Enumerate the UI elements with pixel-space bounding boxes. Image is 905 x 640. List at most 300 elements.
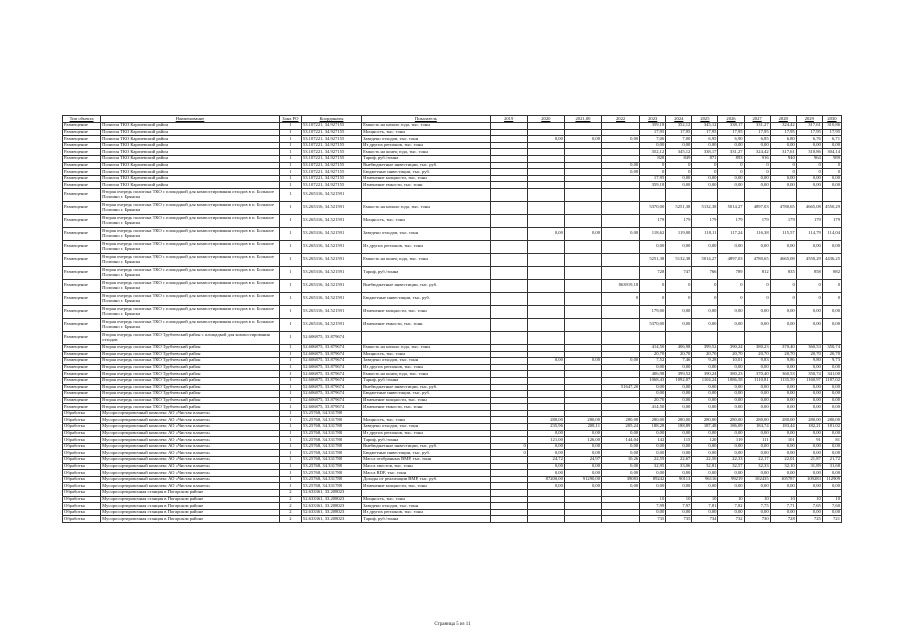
table-cell: Мусоросортировочный комплекс АО «Чистая планета» bbox=[101, 443, 280, 450]
table-row bbox=[63, 410, 842, 417]
table-cell bbox=[602, 503, 640, 510]
table-cell bbox=[666, 490, 692, 497]
table-cell bbox=[362, 410, 490, 417]
table-cell: 0 bbox=[770, 279, 796, 292]
table-cell bbox=[490, 371, 527, 378]
table-cell: 179 bbox=[770, 214, 796, 227]
document-sheet bbox=[62, 115, 842, 523]
table-cell bbox=[490, 175, 527, 182]
table-cell: Вторая очередь полигона ТКО Трубчевский район bbox=[101, 384, 280, 391]
table-cell bbox=[770, 331, 796, 344]
table-cell: 882 bbox=[822, 266, 841, 279]
table-cell: 7,00 bbox=[666, 136, 692, 143]
table-cell: 17,95 bbox=[822, 129, 841, 136]
table-cell: Бюджетные инвестиции, тыс. руб. bbox=[362, 391, 490, 398]
table-cell bbox=[490, 404, 527, 411]
table-cell: 406,98 bbox=[640, 371, 666, 378]
table-cell: 5370,00 bbox=[640, 318, 666, 331]
table-cell: 53.25768, 34.331788 bbox=[301, 457, 361, 464]
table-cell: 0,00 bbox=[822, 305, 841, 318]
table-cell: 317,61 bbox=[796, 123, 822, 130]
table-cell: 1 bbox=[279, 240, 301, 253]
table-cell bbox=[602, 266, 640, 279]
table-cell bbox=[602, 149, 640, 156]
table-cell: 52.633361, 33.208023 bbox=[301, 516, 361, 523]
table-cell bbox=[718, 188, 744, 201]
table-cell bbox=[602, 496, 640, 503]
column-header: 2026 bbox=[718, 116, 744, 123]
table-cell bbox=[490, 169, 527, 176]
table-row bbox=[63, 424, 842, 431]
table-cell: Полигон ТКО Карачевский район bbox=[101, 162, 280, 169]
table-cell: 20,70 bbox=[744, 351, 770, 358]
table-cell: 350,74 bbox=[796, 371, 822, 378]
table-cell: 1 bbox=[279, 253, 301, 266]
table-row bbox=[63, 129, 842, 136]
table-cell bbox=[490, 162, 527, 169]
table-cell: Размещение bbox=[63, 292, 101, 305]
table-cell bbox=[744, 188, 770, 201]
table-cell: 0,00 bbox=[602, 470, 640, 477]
table-cell bbox=[527, 201, 564, 214]
table-cell: 7,46 bbox=[666, 358, 692, 365]
table-cell: 0,00 bbox=[770, 175, 796, 182]
table-cell: 179 bbox=[744, 214, 770, 227]
table-cell: 188,89 bbox=[666, 424, 692, 431]
table-cell: 324,42 bbox=[744, 149, 770, 156]
table-row bbox=[63, 358, 842, 365]
table-cell: 10 bbox=[796, 496, 822, 503]
table-cell bbox=[527, 516, 564, 523]
table-cell: 105787 bbox=[770, 476, 796, 483]
table-cell: 114,79 bbox=[796, 227, 822, 240]
table-row bbox=[63, 483, 842, 490]
table-cell: 0,00 bbox=[770, 142, 796, 149]
table-cell: 120 bbox=[692, 437, 718, 444]
table-cell bbox=[564, 490, 601, 497]
table-cell: Размещение bbox=[63, 344, 101, 351]
table-cell: 310,86 bbox=[822, 123, 841, 130]
table-cell: 0,00 bbox=[602, 463, 640, 470]
table-row bbox=[63, 430, 842, 437]
table-row bbox=[63, 155, 842, 162]
table-row bbox=[63, 391, 842, 398]
table-cell: 1 bbox=[279, 358, 301, 365]
table-cell: 317,61 bbox=[770, 149, 796, 156]
table-cell: 52.606875, 33.879674 bbox=[301, 384, 361, 391]
table-cell bbox=[490, 457, 527, 464]
table-cell: 0,00 bbox=[718, 182, 744, 189]
table-cell: 21,87 bbox=[796, 457, 822, 464]
table-cell bbox=[527, 214, 564, 227]
table-cell: 1 bbox=[279, 182, 301, 189]
table-row bbox=[63, 201, 842, 214]
table-cell: 1110,81 bbox=[744, 377, 770, 384]
table-cell: Размещение bbox=[63, 318, 101, 331]
table-cell: 0,00 bbox=[796, 404, 822, 411]
table-cell bbox=[602, 155, 640, 162]
table-cell: 1 bbox=[279, 470, 301, 477]
table-cell: Изменение емкости, тыс. тонн bbox=[362, 182, 490, 189]
column-header: 2029 bbox=[796, 116, 822, 123]
table-row bbox=[63, 377, 842, 384]
table-cell: 20,70 bbox=[640, 397, 666, 404]
table-cell: 1 bbox=[279, 279, 301, 292]
table-cell bbox=[527, 240, 564, 253]
table-cell bbox=[770, 410, 796, 417]
table-cell: 32,81 bbox=[692, 463, 718, 470]
table-cell bbox=[564, 201, 601, 214]
table-cell: 52.606875, 33.879674 bbox=[301, 358, 361, 365]
table-cell: 0 bbox=[666, 162, 692, 169]
table-cell: 324,42 bbox=[770, 123, 796, 130]
table-cell: Мусоросортировочный комплекс АО «Чистая планета» bbox=[101, 430, 280, 437]
table-cell: 734 bbox=[692, 516, 718, 523]
table-cell: Вторая очередь полигона ТКО Трубчевский район bbox=[101, 391, 280, 398]
table-cell bbox=[602, 188, 640, 201]
table-cell bbox=[602, 490, 640, 497]
table-cell bbox=[490, 201, 527, 214]
table-cell: 0,00 bbox=[796, 142, 822, 149]
table-cell: 205,24 bbox=[602, 424, 640, 431]
table-cell: Размещение bbox=[63, 331, 101, 344]
table-cell: 183,44 bbox=[770, 424, 796, 431]
table-cell: 0,00 bbox=[602, 227, 640, 240]
table-cell: 0 bbox=[602, 292, 640, 305]
table-cell bbox=[564, 214, 601, 227]
table-cell: Заведено отходов, тыс. тонн bbox=[362, 227, 490, 240]
table-cell: 0,00 bbox=[527, 450, 564, 457]
table-cell bbox=[527, 162, 564, 169]
table-cell: 1 bbox=[279, 155, 301, 162]
table-cell: Размещение bbox=[63, 201, 101, 214]
table-cell: 0,00 bbox=[718, 483, 744, 490]
table-cell: 352,12 bbox=[666, 123, 692, 130]
table-cell: 0,00 bbox=[822, 443, 841, 450]
table-cell: Мусоросортировочный комплекс АО «Чистая планета» bbox=[101, 410, 280, 417]
table-cell: 53.25768, 34.331788 bbox=[301, 424, 361, 431]
table-cell: 0,00 bbox=[602, 136, 640, 143]
table-cell: 9,83 bbox=[744, 358, 770, 365]
table-cell: 0,00 bbox=[718, 364, 744, 371]
table-cell: 0,00 bbox=[564, 443, 601, 450]
table-cell: Изменение мощности, тыс. тонн bbox=[362, 305, 490, 318]
table-cell: 0,00 bbox=[602, 450, 640, 457]
table-cell: 2 bbox=[279, 503, 301, 510]
table-cell: 186,09 bbox=[718, 424, 744, 431]
table-cell: 24,97 bbox=[564, 457, 601, 464]
table-cell: 721 bbox=[822, 516, 841, 523]
table-row bbox=[63, 364, 842, 371]
table-cell: 52.606875, 33.879674 bbox=[301, 351, 361, 358]
table-cell: Обработка bbox=[63, 470, 101, 477]
table-row bbox=[63, 318, 842, 331]
table-row bbox=[63, 490, 842, 497]
header-row bbox=[63, 116, 842, 123]
table-cell: 0,00 bbox=[744, 397, 770, 404]
table-cell: 0,00 bbox=[744, 391, 770, 398]
table-cell: Изменение мощности, тыс. тонн bbox=[362, 175, 490, 182]
table-cell: 0 bbox=[692, 279, 718, 292]
table-cell: Вторая очередь полигона ТКО с площадкой для компостирования отходов в п. Большое Полпино г. Брянска bbox=[101, 214, 280, 227]
table-cell: 17,95 bbox=[796, 129, 822, 136]
table-row bbox=[63, 331, 842, 344]
table-cell bbox=[602, 410, 640, 417]
table-cell: Размещение bbox=[63, 175, 101, 182]
table-cell: 32,95 bbox=[640, 463, 666, 470]
table-cell bbox=[490, 227, 527, 240]
table-cell: 0,00 bbox=[692, 404, 718, 411]
table-cell: 20,70 bbox=[692, 351, 718, 358]
table-cell: Бюджетные инвестиции, тыс. руб. bbox=[362, 450, 490, 457]
table-cell bbox=[527, 503, 564, 510]
table-cell bbox=[564, 503, 601, 510]
table-cell bbox=[602, 182, 640, 189]
table-cell: 53.25768, 34.331788 bbox=[301, 463, 361, 470]
table-cell: 0,00 bbox=[666, 182, 692, 189]
table-cell: 0,00 bbox=[527, 136, 564, 143]
table-cell: 989 bbox=[822, 155, 841, 162]
table-cell: 115 bbox=[666, 437, 692, 444]
table-cell bbox=[490, 516, 527, 523]
table-cell: 51647,20 bbox=[602, 384, 640, 391]
table-cell: 6,80 bbox=[770, 136, 796, 143]
table-row bbox=[63, 450, 842, 457]
table-cell: 916 bbox=[744, 155, 770, 162]
table-cell bbox=[490, 437, 527, 444]
column-header: 2030 bbox=[822, 116, 841, 123]
table-cell bbox=[564, 253, 601, 266]
table-cell bbox=[527, 129, 564, 136]
table-cell: 0,00 bbox=[744, 443, 770, 450]
table-cell: Размещение bbox=[63, 227, 101, 240]
data-table bbox=[62, 115, 842, 523]
table-row bbox=[63, 227, 842, 240]
table-cell: 0 bbox=[822, 169, 841, 176]
table-cell: 53.25768, 34.331788 bbox=[301, 417, 361, 424]
table-row bbox=[63, 253, 842, 266]
table-cell: 179 bbox=[640, 214, 666, 227]
table-cell: 1 bbox=[279, 450, 301, 457]
table-cell: 0 bbox=[640, 162, 666, 169]
table-cell: 0,00 bbox=[666, 443, 692, 450]
table-cell: 1 bbox=[279, 364, 301, 371]
table-cell: Обработка bbox=[63, 483, 101, 490]
table-cell: 0,00 bbox=[770, 443, 796, 450]
table-cell: 0,00 bbox=[666, 240, 692, 253]
table-cell: 0,00 bbox=[692, 397, 718, 404]
table-cell: Размещение bbox=[63, 136, 101, 143]
table-cell bbox=[362, 331, 490, 344]
table-cell: 0,00 bbox=[666, 142, 692, 149]
table-cell bbox=[527, 404, 564, 411]
table-cell: Размещение bbox=[63, 371, 101, 378]
table-cell bbox=[564, 279, 601, 292]
table-cell bbox=[527, 279, 564, 292]
table-row bbox=[63, 397, 842, 404]
table-cell: 32,10 bbox=[770, 463, 796, 470]
table-cell: 53.265316, 34.521591 bbox=[301, 305, 361, 318]
table-cell: 0,00 bbox=[602, 169, 640, 176]
table-cell bbox=[490, 182, 527, 189]
table-cell: Заведено отходов, тыс. тонн bbox=[362, 503, 490, 510]
table-cell: 1187,02 bbox=[822, 377, 841, 384]
table-cell: 0,00 bbox=[564, 470, 601, 477]
table-cell: 4897,03 bbox=[744, 201, 770, 214]
table-cell: 109283 bbox=[796, 476, 822, 483]
table-cell bbox=[602, 129, 640, 136]
table-cell: 53.107221, 34.927155 bbox=[301, 149, 361, 156]
column-header: Наименование bbox=[101, 116, 280, 123]
table-cell: 0,00 bbox=[666, 391, 692, 398]
table-cell: 9,80 bbox=[796, 358, 822, 365]
table-cell: Вторая очередь полигона ТКО с площадкой для компостирования отходов в п. Большое Полпино г. Брянска bbox=[101, 279, 280, 292]
table-cell bbox=[602, 344, 640, 351]
table-cell: 10 bbox=[744, 496, 770, 503]
table-cell: 0,00 bbox=[770, 397, 796, 404]
table-cell: 1 bbox=[279, 214, 301, 227]
table-cell: 52.633361, 33.208023 bbox=[301, 503, 361, 510]
table-cell: 0,00 bbox=[796, 305, 822, 318]
table-cell: 7,82 bbox=[718, 503, 744, 510]
table-cell: 835 bbox=[770, 266, 796, 279]
table-row bbox=[63, 463, 842, 470]
table-cell: Масса RDF, тыс. тонн bbox=[362, 470, 490, 477]
table-cell: 89242 bbox=[640, 476, 666, 483]
table-cell: 0,00 bbox=[666, 397, 692, 404]
table-cell: 0 bbox=[640, 292, 666, 305]
table-cell: Обработка bbox=[63, 490, 101, 497]
table-cell: 10,01 bbox=[718, 358, 744, 365]
table-cell: 119,00 bbox=[666, 227, 692, 240]
table-cell: 53.265316, 34.521591 bbox=[301, 292, 361, 305]
table-cell: 1 bbox=[279, 331, 301, 344]
table-cell: Из других регионов, тыс. тонн bbox=[362, 430, 490, 437]
table-cell: 96116 bbox=[692, 476, 718, 483]
table-cell: 0 bbox=[744, 162, 770, 169]
table-cell: 812 bbox=[744, 266, 770, 279]
table-cell: 399,52 bbox=[692, 344, 718, 351]
table-cell bbox=[527, 318, 564, 331]
table-cell: 735 bbox=[666, 516, 692, 523]
table-cell: 725 bbox=[796, 516, 822, 523]
table-cell: 0 bbox=[796, 162, 822, 169]
table-cell: 0 bbox=[822, 292, 841, 305]
table-cell: 0 bbox=[796, 279, 822, 292]
table-cell: 735 bbox=[640, 516, 666, 523]
table-cell bbox=[527, 175, 564, 182]
table-cell: Внебюджетные инвестиции, тыс. руб. bbox=[362, 384, 490, 391]
table-cell bbox=[822, 490, 841, 497]
table-cell: 359,18 bbox=[640, 123, 666, 130]
table-cell: 0,00 bbox=[718, 384, 744, 391]
table-cell: 52.606875, 33.879674 bbox=[301, 404, 361, 411]
table-cell bbox=[602, 397, 640, 404]
table-cell: Внебюджетные инвестиции, тыс. руб. bbox=[362, 279, 490, 292]
table-cell: 0,00 bbox=[602, 430, 640, 437]
table-cell bbox=[602, 516, 640, 523]
table-cell: 32,57 bbox=[718, 463, 744, 470]
table-cell: 280,00 bbox=[718, 417, 744, 424]
table-cell: Вторая очередь полигона ТКО Трубчевский район bbox=[101, 344, 280, 351]
table-cell bbox=[490, 214, 527, 227]
table-cell: 0,00 bbox=[822, 404, 841, 411]
table-cell: 0,00 bbox=[640, 384, 666, 391]
table-cell: 0,00 bbox=[770, 364, 796, 371]
table-cell: 338,17 bbox=[692, 149, 718, 156]
table-cell: 0,00 bbox=[692, 240, 718, 253]
table-cell bbox=[490, 384, 527, 391]
table-cell: 2 bbox=[279, 516, 301, 523]
table-cell bbox=[490, 142, 527, 149]
table-cell: 114,04 bbox=[822, 227, 841, 240]
table-cell: Мощность, тыс. тонн bbox=[362, 417, 490, 424]
table-cell bbox=[490, 149, 527, 156]
table-cell: 17,95 bbox=[640, 175, 666, 182]
table-cell: 101 bbox=[770, 437, 796, 444]
table-cell: 5132,38 bbox=[666, 253, 692, 266]
table-cell: 0,00 bbox=[822, 364, 841, 371]
table-cell: Полигон ТКО Карачевский район bbox=[101, 182, 280, 189]
table-cell: 0,00 bbox=[770, 470, 796, 477]
table-cell: 0 bbox=[770, 292, 796, 305]
table-cell: 118,62 bbox=[640, 227, 666, 240]
table-cell: Вторая очередь полигона ТКО Трубчевский район bbox=[101, 371, 280, 378]
table-cell: 766 bbox=[692, 266, 718, 279]
table-cell: 52.606875, 33.879674 bbox=[301, 397, 361, 404]
column-header: 2022 bbox=[602, 116, 640, 123]
table-cell: 0,00 bbox=[796, 240, 822, 253]
column-header: 2024 bbox=[666, 116, 692, 123]
table-cell bbox=[822, 331, 841, 344]
table-cell: 0,00 bbox=[527, 227, 564, 240]
table-cell: 2 bbox=[279, 496, 301, 503]
table-cell: 0,00 bbox=[770, 509, 796, 516]
table-cell: 280,00 bbox=[822, 417, 841, 424]
table-cell: 1 bbox=[279, 391, 301, 398]
table-cell bbox=[490, 503, 527, 510]
table-cell bbox=[564, 182, 601, 189]
table-cell: 0,00 bbox=[602, 443, 640, 450]
table-cell: 52.606875, 33.879674 bbox=[301, 371, 361, 378]
table-cell: 849 bbox=[666, 155, 692, 162]
table-cell: 1092,07 bbox=[666, 377, 692, 384]
table-cell: 52.633361, 33.208023 bbox=[301, 496, 361, 503]
table-cell bbox=[770, 188, 796, 201]
table-cell: 0,00 bbox=[692, 318, 718, 331]
table-cell: 53.265316, 34.521591 bbox=[301, 318, 361, 331]
table-cell: Вторая очередь полигона ТКО с площадкой для компостирования отходов в п. Большое Полпино г. Брянска bbox=[101, 318, 280, 331]
table-cell bbox=[527, 253, 564, 266]
table-cell: 0,00 bbox=[602, 162, 640, 169]
table-cell: 280,00 bbox=[527, 417, 564, 424]
table-cell: 0,00 bbox=[718, 443, 744, 450]
table-cell: Мусоросортировочная станция в Погарском районе bbox=[101, 490, 280, 497]
table-cell: 53.25768, 34.331788 bbox=[301, 450, 361, 457]
table-cell: 0 bbox=[822, 279, 841, 292]
table-cell bbox=[744, 490, 770, 497]
table-cell bbox=[362, 490, 490, 497]
table-cell: 20,70 bbox=[666, 351, 692, 358]
table-cell: 280,00 bbox=[770, 417, 796, 424]
table-cell: 179 bbox=[718, 214, 744, 227]
table-row bbox=[63, 149, 842, 156]
table-cell: 22,50 bbox=[692, 457, 718, 464]
table-cell: 0,00 bbox=[692, 391, 718, 398]
table-cell: 53.107221, 34.927155 bbox=[301, 155, 361, 162]
table-cell: 0,00 bbox=[527, 358, 564, 365]
table-cell: 53.265316, 34.521591 bbox=[301, 279, 361, 292]
